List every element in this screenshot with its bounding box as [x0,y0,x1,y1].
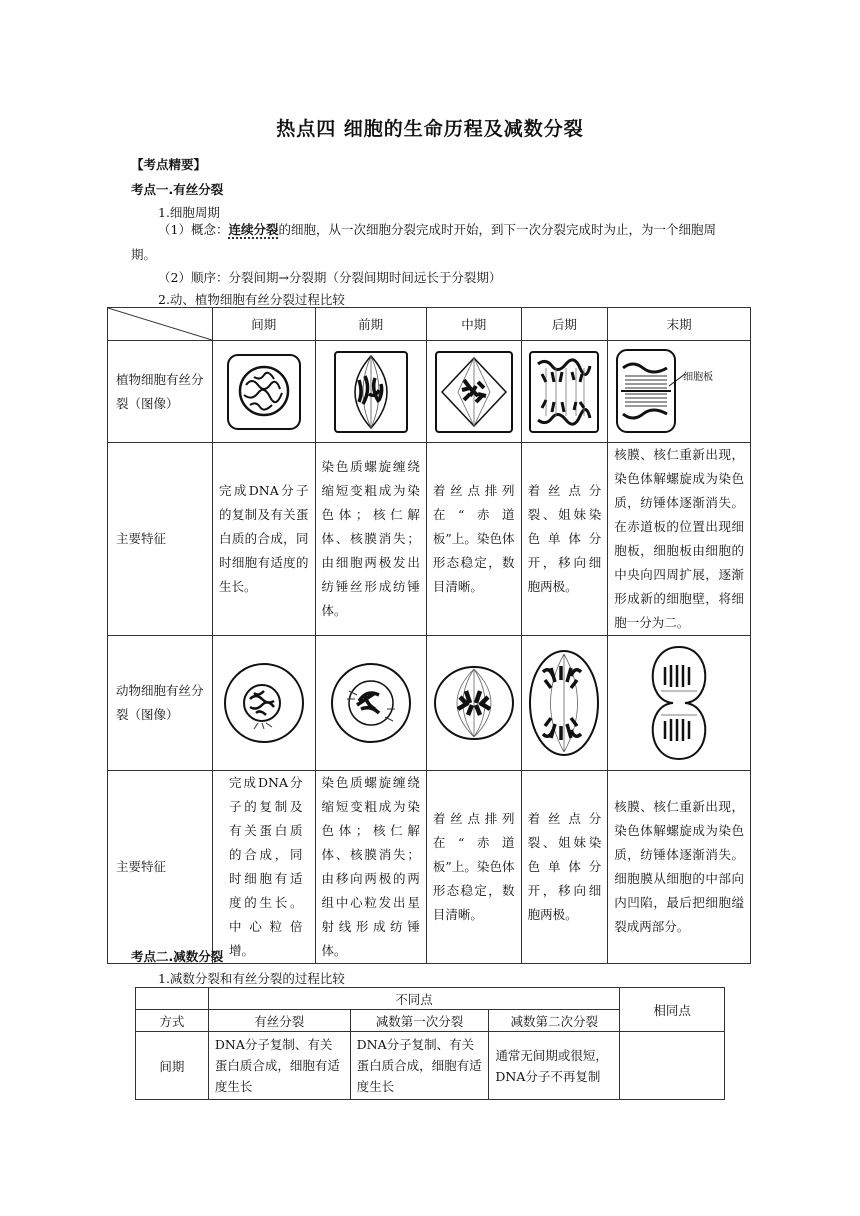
animal-telophase-image [608,636,751,771]
animal-prophase-image [315,636,426,771]
plant-telophase-image [608,341,751,443]
plant-feature-prophase: 染色质螺旋缠绕缩短变粗成为染色体；核仁解体、核膜消失；由细胞两极发出纺锤丝形成纺锤体。 [315,443,426,636]
t2-header-row-1 [136,988,725,1010]
t2-cell-meiosis-1: DNA分子复制、有关蛋白质合成，细胞有适度生长 [350,1032,489,1100]
header-prophase: 前期 [315,308,426,341]
concept-prefix: （1）概念： [158,222,229,237]
plant-metaphase-image [426,341,521,443]
meiosis-comparison-table [135,987,725,1100]
header-interphase: 间期 [213,308,316,341]
subheading-comparison: 2.动、植物细胞有丝分裂过程比较 [158,292,345,307]
t2-col-mitosis: 有丝分裂 [208,1010,350,1032]
t2-blank-cell [136,988,209,1010]
plant-image-row [108,341,751,443]
animal-image-row [108,636,751,771]
concept-continuation: 期。 [131,247,157,262]
plant-feature-anaphase: 着丝点分裂、姐妹染色单体分开，移向细胞两极。 [521,443,608,636]
animal-interphase-image [213,636,316,771]
subheading-meiosis-comparison: 1.减数分裂和有丝分裂的过程比较 [158,971,345,986]
plant-row-label: 植物细胞有丝分裂（图像） [108,341,213,443]
t2-interphase-row [136,1032,725,1100]
animal-anaphase-image [521,636,608,771]
subheading-cell-cycle: 1.细胞周期 [158,205,220,220]
header-metaphase: 中期 [426,308,521,341]
plant-feature-metaphase: 着丝点排列在“赤道板”上。染色体形态稳定，数目清晰。 [426,443,521,636]
animal-metaphase-image [426,636,521,771]
order-line: （2）顺序：分裂间期→分裂期（分裂间期时间远长于分裂期） [158,270,502,285]
t2-cell-same [620,1032,725,1100]
plant-feature-telophase: 核膜、核仁重新出现，染色体解螺旋成为染色质，纺锤体逐渐消失。在赤道板的位置出现细胞板，细胞板由细胞的中央向四周扩展，逐渐形成新的细胞壁，将细胞一分为二。 [608,443,751,636]
table-header-row [108,308,751,341]
point2-heading: 考点二.减数分裂 [131,949,224,964]
concept-line [158,220,716,238]
t2-same-header: 相同点 [620,988,725,1032]
concept-rest: 的细胞，从一次细胞分裂完成时开始，到下一次分裂完成时为止，为一个细胞周 [278,222,716,237]
plant-features-label: 主要特征 [108,443,213,636]
header-anaphase: 后期 [521,308,608,341]
animal-feature-anaphase: 着丝点分裂、姐妹染色单体分开，移向细胞两极。 [521,771,608,964]
t2-mode-header: 方式 [136,1010,209,1032]
plant-features-row [108,443,751,636]
plant-anaphase-image [521,341,608,443]
plant-feature-interphase: 完成DNA分子的复制及有关蛋白质的合成，同时细胞有适度的生长。 [213,443,316,636]
animal-feature-metaphase: 着丝点排列在“赤道板”上。染色体形态稳定，数目清晰。 [426,771,521,964]
animal-feature-interphase: 完成DNA分子的复制及有关蛋白质的合成，同时细胞有适度的生长。中心粒倍增。 [213,771,316,964]
header-telophase: 末期 [608,308,751,341]
animal-features-row [108,771,751,964]
page-title: 热点四 细胞的生命历程及减数分裂 [276,118,584,140]
t2-col-meiosis-1: 减数第一次分裂 [350,1010,489,1032]
animal-feature-telophase: 核膜、核仁重新出现，染色体解螺旋成为染色质，纺锤体逐渐消失。细胞膜从细胞的中部向内凹陷，最后把细胞缢裂成两部分。 [608,771,751,964]
cell-plate-label: 细胞板 [683,371,714,383]
plant-prophase-image [315,341,426,443]
t2-interphase-label: 间期 [136,1032,209,1100]
t2-col-meiosis-2: 减数第二次分裂 [489,1010,620,1032]
t2-diff-header: 不同点 [208,988,619,1010]
t2-cell-mitosis: DNA分子复制、有关蛋白质合成，细胞有适度生长 [208,1032,350,1100]
animal-feature-prophase: 染色质螺旋缠绕缩短变粗成为染色体；核仁解体、核膜消失；由移向两极的两组中心粒发出星射线形成纺锤体。 [315,771,426,964]
plant-interphase-image [213,341,316,443]
animal-row-label: 动物细胞有丝分裂（图像） [108,636,213,771]
mitosis-comparison-table [107,307,751,964]
diagonal-header-cell [108,308,213,341]
animal-features-label: 主要特征 [108,771,213,964]
section-heading: 【考点精要】 [131,157,207,172]
concept-emphasis: 连续分裂 [228,222,279,237]
t2-cell-meiosis-2: 通常无间期或很短，DNA分子不再复制 [489,1032,620,1100]
point1-heading: 考点一.有丝分裂 [131,182,224,197]
